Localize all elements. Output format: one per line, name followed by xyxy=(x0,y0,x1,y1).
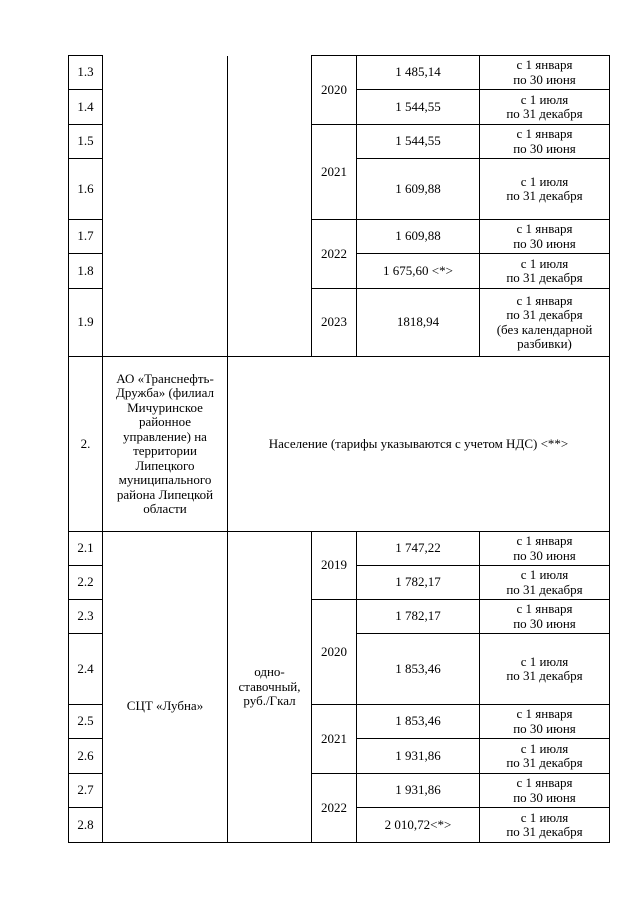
tariff-value: 1 485,14 xyxy=(357,56,480,90)
row-number: 1.6 xyxy=(69,159,103,220)
tariff-value: 1 853,46 xyxy=(357,705,480,739)
tariff-value: 1818,94 xyxy=(357,289,480,357)
year-cell: 2020 xyxy=(312,600,357,705)
period-cell: с 1 января по 30 июня xyxy=(480,125,610,159)
row-number: 2.8 xyxy=(69,808,103,843)
population-note: Население (тарифы указываются с учетом НДС) <**> xyxy=(228,357,610,532)
section-header-row xyxy=(69,357,610,532)
tariff-value: 1 544,55 xyxy=(357,90,480,125)
period-cell: с 1 июля по 31 декабря xyxy=(480,566,610,600)
row-number: 2.1 xyxy=(69,532,103,566)
tariff-value: 1 853,46 xyxy=(357,634,480,705)
row-number: 1.9 xyxy=(69,289,103,357)
period-cell: с 1 июля по 31 декабря xyxy=(480,739,610,774)
tariff-table xyxy=(68,55,610,843)
period-cell: с 1 июля по 31 декабря xyxy=(480,159,610,220)
year-cell: 2022 xyxy=(312,220,357,289)
table-row xyxy=(69,532,610,566)
tariff-value: 2 010,72<*> xyxy=(357,808,480,843)
period-cell: с 1 января по 31 декабря (без календарной разбивки) xyxy=(480,289,610,357)
row-number: 2.3 xyxy=(69,600,103,634)
row-number: 1.7 xyxy=(69,220,103,254)
tariff-value: 1 675,60 <*> xyxy=(357,254,480,289)
period-cell: с 1 июля по 31 декабря xyxy=(480,254,610,289)
tariff-type-cell: одно- ставочный, руб./Гкал xyxy=(228,532,312,843)
tariff-type-cell-empty xyxy=(228,56,312,357)
row-number: 2.5 xyxy=(69,705,103,739)
heat-system-name: СЦТ «Лубна» xyxy=(103,532,228,843)
period-cell: с 1 января по 30 июня xyxy=(480,220,610,254)
table-row xyxy=(69,56,610,90)
tariff-value: 1 544,55 xyxy=(357,125,480,159)
period-cell: с 1 января по 30 июня xyxy=(480,56,610,90)
period-cell: с 1 января по 30 июня xyxy=(480,532,610,566)
year-cell: 2022 xyxy=(312,774,357,843)
year-cell: 2020 xyxy=(312,56,357,125)
row-number: 2.4 xyxy=(69,634,103,705)
year-cell: 2021 xyxy=(312,705,357,774)
year-cell: 2021 xyxy=(312,125,357,220)
tariff-value: 1 782,17 xyxy=(357,600,480,634)
row-number: 1.3 xyxy=(69,56,103,90)
tariff-value: 1 931,86 xyxy=(357,739,480,774)
tariff-value: 1 782,17 xyxy=(357,566,480,600)
period-cell: с 1 июля по 31 декабря xyxy=(480,808,610,843)
period-cell: с 1 января по 30 июня xyxy=(480,774,610,808)
period-cell: с 1 января по 30 июня xyxy=(480,600,610,634)
tariff-value: 1 609,88 xyxy=(357,220,480,254)
tariff-value: 1 747,22 xyxy=(357,532,480,566)
year-cell: 2023 xyxy=(312,289,357,357)
period-cell: с 1 июля по 31 декабря xyxy=(480,90,610,125)
organization-cell: АО «Транснефть- Дружба» (филиал Мичуринское районное управление) на территории Липецкого муниципального района Липецкой области xyxy=(103,357,228,532)
period-cell: с 1 июля по 31 декабря xyxy=(480,634,610,705)
row-number: 1.5 xyxy=(69,125,103,159)
section-number: 2. xyxy=(69,357,103,532)
row-number: 2.7 xyxy=(69,774,103,808)
row-number: 2.6 xyxy=(69,739,103,774)
row-number: 1.4 xyxy=(69,90,103,125)
row-number: 1.8 xyxy=(69,254,103,289)
org-cell-empty xyxy=(103,56,228,357)
tariff-value: 1 609,88 xyxy=(357,159,480,220)
period-cell: с 1 января по 30 июня xyxy=(480,705,610,739)
year-cell: 2019 xyxy=(312,532,357,600)
tariff-value: 1 931,86 xyxy=(357,774,480,808)
row-number: 2.2 xyxy=(69,566,103,600)
